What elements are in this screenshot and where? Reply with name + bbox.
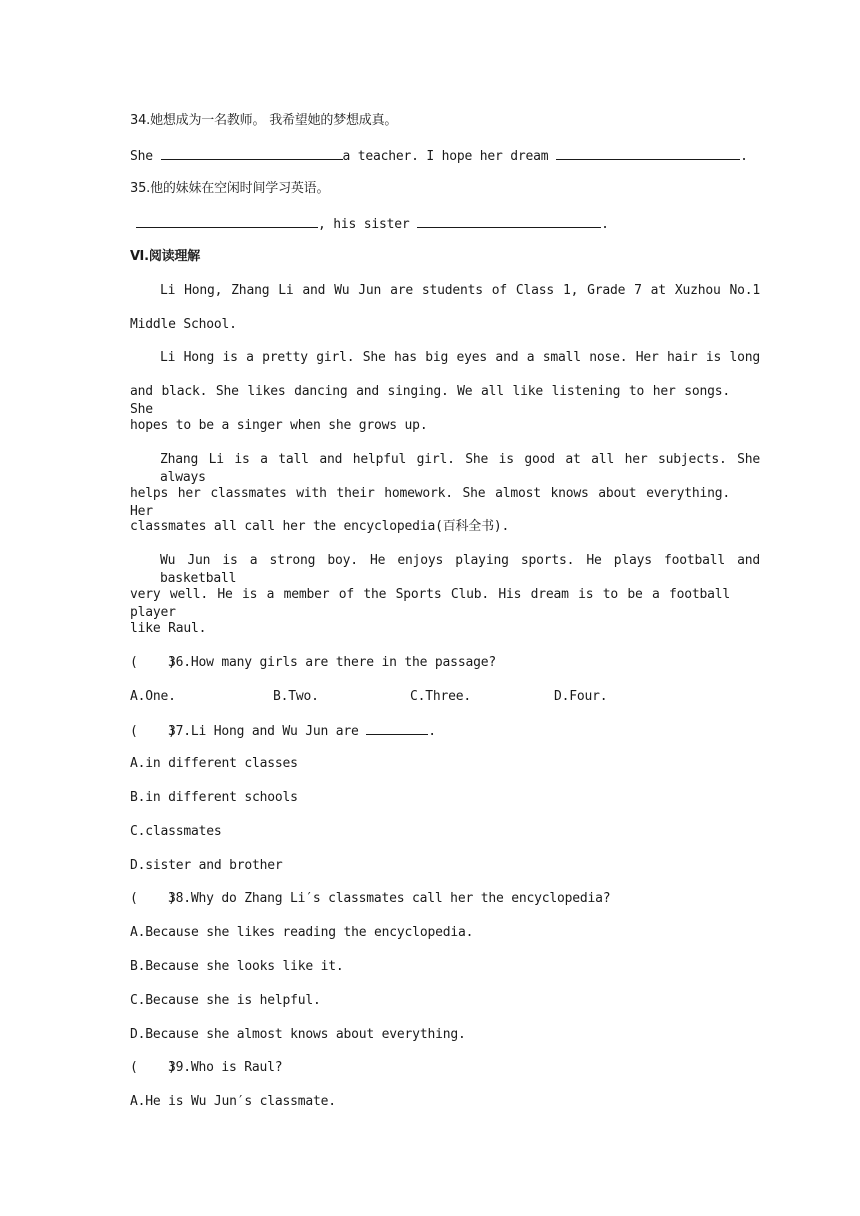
q36-option-b[interactable]: B.Two. [273,689,319,704]
q37-stem-end: . [428,724,436,739]
q39-option-a[interactable]: A.He is Wu Jun′s classmate. [130,1094,336,1109]
q36-stem-line [130,654,730,672]
q39-stem-line [130,1059,730,1077]
section-heading: Ⅵ.阅读理解 [130,249,201,264]
passage-p3-line3: classmates all call her the encyclopedia(百科全书). [130,519,510,534]
passage-p3-line2: helps her classmates with their homework. She almost knows about everything. Her [130,486,730,519]
passage-p4-line3: like Raul. [130,621,207,636]
q38-option-b[interactable]: B.Because she looks like it. [130,959,344,974]
q34-blank-2[interactable] [556,146,740,160]
q37-option-c[interactable]: C.classmates [130,824,222,839]
q36-option-c[interactable]: C.Three. [410,689,472,704]
answer-paren-37[interactable]: ( ) [130,724,176,739]
passage-p1-line1: Li Hong, Zhang Li and Wu Jun are students of Class 1, Grade 7 at Xuzhou No.1 [160,283,760,298]
q38-option-a[interactable]: A.Because she likes reading the encyclopedia. [130,925,474,940]
passage-p1-line2: Middle School. [130,317,237,332]
passage-p4-line1: Wu Jun is a strong boy. He enjoys playing sports. He plays football and basketball [160,553,760,586]
q37-stem-line [130,721,730,741]
q34-sentence [130,146,748,166]
q35-sentence-end: . [601,217,609,232]
q34-sentence-mid: a teacher. I hope her dream [342,149,557,164]
q37-option-a[interactable]: A.in different classes [130,756,298,771]
q34-sentence-start: She [130,149,161,164]
passage-p2-line2: and black. She likes dancing and singing. We all like listening to her songs. She [130,384,730,417]
q37-option-b[interactable]: B.in different schools [130,790,298,805]
q38-stem: 38.Why do Zhang Li′s classmates call her the encyclopedia? [168,891,611,906]
q36-option-a[interactable]: A.One. [130,689,176,704]
q39-stem: 39.Who is Raul? [168,1060,283,1075]
q34-blank-1[interactable] [161,146,343,160]
passage-p4-line2: very well. He is a member of the Sports Club. His dream is to be a football player [130,587,730,620]
q35-sentence-mid: , his sister [318,217,418,232]
q37-blank [366,721,428,735]
q36-option-d[interactable]: D.Four. [554,689,608,704]
answer-paren-36[interactable]: ( ) [130,655,176,670]
q35-prompt: 35.他的妹妹在空闲时间学习英语。 [130,181,330,196]
q38-stem-line [130,890,730,908]
q36-stem: 36.How many girls are there in the passage? [168,655,496,670]
q37-option-d[interactable]: D.sister and brother [130,858,283,873]
q37-stem: 37.Li Hong and Wu Jun are [168,724,367,739]
q38-option-c[interactable]: C.Because she is helpful. [130,993,321,1008]
q38-option-d[interactable]: D.Because she almost knows about everything. [130,1027,466,1042]
passage-p2-line3: hopes to be a singer when she grows up. [130,418,428,433]
answer-paren-39[interactable]: ( ) [130,1060,176,1075]
passage-p2-line1: Li Hong is a pretty girl. She has big eyes and a small nose. Her hair is long [160,350,760,365]
q35-sentence [136,214,736,234]
answer-paren-38[interactable]: ( ) [130,891,176,906]
q35-blank-1[interactable] [136,214,318,228]
q35-blank-2[interactable] [417,214,601,228]
q34-prompt: 34.她想成为一名教师。 我希望她的梦想成真。 [130,113,398,128]
passage-p3-line1: Zhang Li is a tall and helpful girl. She is good at all her subjects. She always [160,452,760,485]
q34-sentence-end: . [740,149,748,164]
